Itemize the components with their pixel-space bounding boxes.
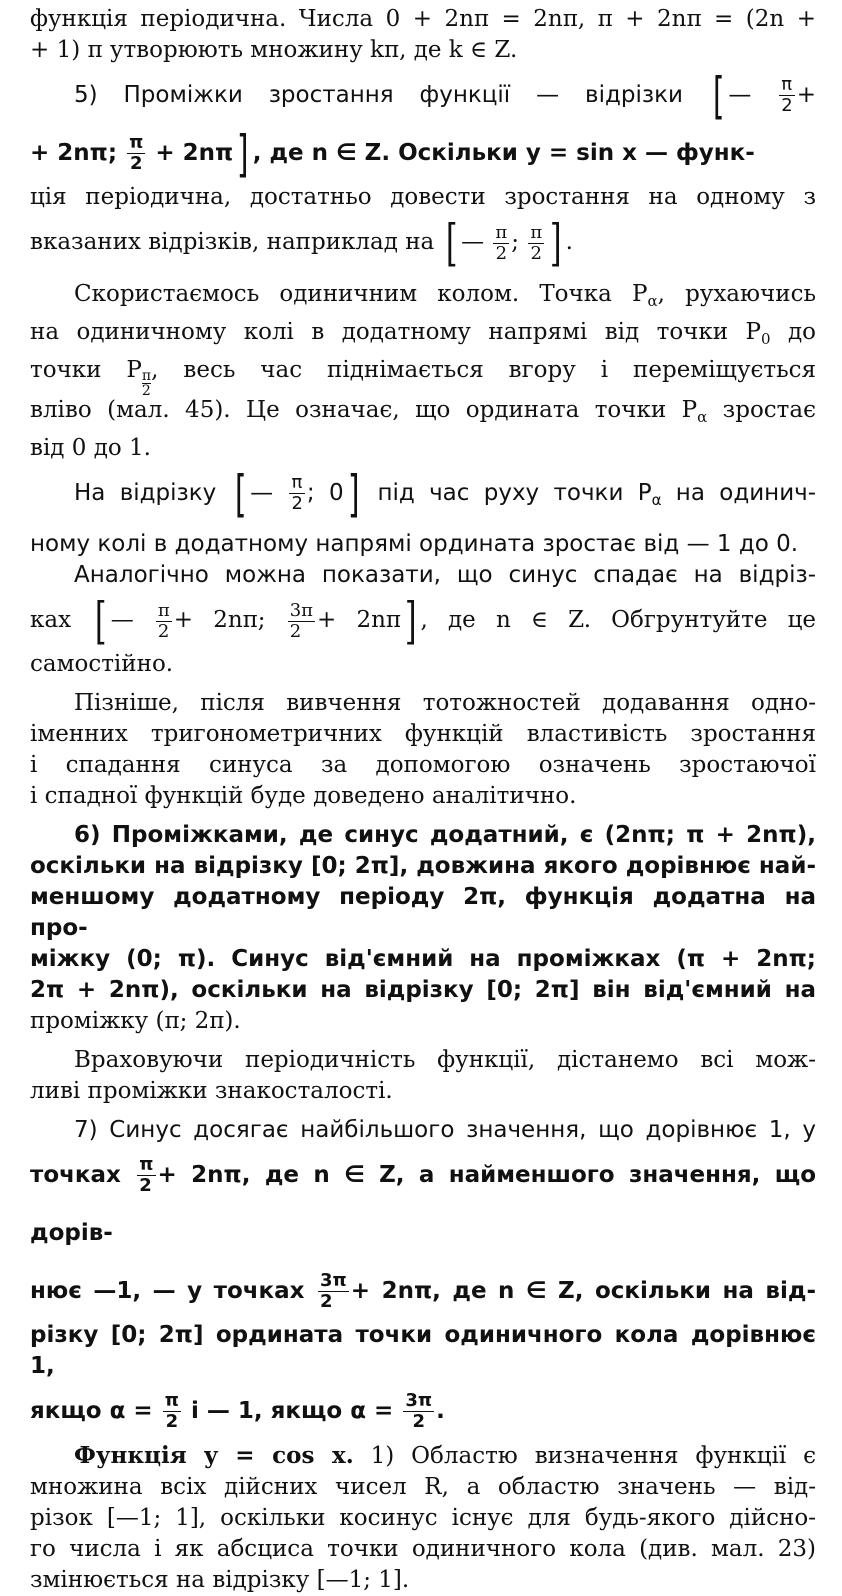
inline-text: якщо α =: [30, 1398, 153, 1424]
text-line: від 0 до 1.: [30, 435, 151, 461]
text-line: ному колі в додатному напрямі ордината зростає від — 1 до 0.: [30, 531, 799, 557]
bracket: [: [445, 214, 458, 271]
inline-text: нює —1, — у точках: [30, 1278, 305, 1304]
denominator: 2: [291, 493, 303, 514]
text-line: [30, 317, 816, 355]
subscript: 0: [761, 330, 771, 348]
fraction: [137, 1155, 155, 1196]
inline-text: + 2nπ;: [30, 140, 118, 166]
inline-text: .: [436, 1398, 445, 1424]
bracket: [: [712, 66, 725, 124]
numerator: 3π: [405, 1390, 433, 1411]
minus-sign: —: [461, 229, 485, 255]
inline-text: точках: [30, 1162, 121, 1188]
inline-text: На відрізку: [74, 480, 217, 506]
text-line: 6) Проміжками, де синус додатний, є (2nπ; π + 2nπ),: [74, 822, 816, 848]
denominator: 2: [139, 1175, 152, 1196]
inline-text: , де n ∈ Z. Обгрунтуйте це: [420, 607, 816, 633]
fraction: [156, 601, 172, 642]
bracket: ]: [237, 124, 249, 182]
text-line: 2π + 2nπ), оскільки на відрізку [0; 2π] він від'ємний на: [30, 977, 816, 1003]
text-line: проміжку (π; 2π).: [30, 1008, 241, 1034]
inline-text: + 2nπ, де n ∈ Z, оскільки на від-: [350, 1278, 816, 1304]
numerator: π: [157, 599, 170, 621]
text-line: 7) Синус досягає найбільшого значення, що дорівнює 1, у: [74, 1117, 816, 1143]
denominator: 2: [412, 1411, 425, 1432]
minus-sign: —: [728, 82, 752, 108]
inline-text: , весь час піднімається вгору і переміщується: [151, 357, 816, 383]
fraction: [528, 223, 544, 264]
inline-text: ; 0: [306, 480, 344, 506]
text-line: [30, 591, 816, 649]
numerator: π: [289, 473, 304, 494]
text-line: [30, 464, 816, 529]
text-line: [30, 1440, 816, 1472]
inline-text: , де n ∈ Z. Оскільки y = sin x — функ-: [252, 140, 755, 166]
text-line: самостійно.: [30, 651, 174, 677]
denominator: 2: [320, 1291, 333, 1312]
text-line: [30, 1382, 816, 1440]
denominator: 2: [129, 153, 143, 174]
inline-text: точки P: [30, 357, 142, 383]
numerator: π: [129, 132, 144, 153]
text-line: [30, 395, 816, 433]
text-line: міжку (0; π). Синус від'ємний на проміжках (π + 2nπ;: [30, 946, 816, 972]
text-line: оскільки на відрізку [0; 2π], довжина якого дорівнює най-: [30, 853, 816, 879]
inline-text: 5) Проміжки зростання функції — відрізки: [74, 82, 683, 108]
text-line: + 1) π утворюють множину kπ, де k ∈ Z.: [30, 37, 518, 63]
fraction: [163, 1391, 181, 1432]
inline-text: вліво (мал. 45). Це означає, що ордината точки P: [30, 397, 698, 423]
inline-text: ках: [30, 607, 72, 633]
numerator: π: [779, 75, 794, 96]
fraction: [288, 601, 315, 642]
inline-text: + 2nπ: [317, 607, 402, 633]
subscript: α: [651, 491, 662, 509]
bracket: ]: [404, 592, 417, 649]
subscript: α: [647, 292, 658, 310]
fraction: [127, 133, 145, 174]
text-line: і спадання синуса за допомогою означень зростаючої: [30, 752, 816, 778]
numerator: π: [495, 221, 508, 243]
text-line: різок [—1; 1], оскільки косинус існує для будь-якого дійсно-: [30, 1505, 816, 1531]
inline-text: , рухаючись: [657, 281, 816, 307]
text-line: і спадної функцій буде доведено аналітично.: [30, 783, 577, 809]
text-line: функція періодична. Числа 0 + 2nπ = 2nπ, π + 2nπ = (2n +: [30, 6, 816, 32]
fraction: [493, 223, 509, 264]
text-line: [30, 1262, 816, 1320]
text-line: змінюється на відрізку [—1; 1].: [30, 1567, 410, 1593]
numerator: π: [139, 1154, 154, 1175]
inline-text: і — 1, якщо α =: [190, 1398, 394, 1424]
text-line: Враховуючи періодичність функції, дістанемо всі мож-: [74, 1047, 816, 1073]
bracket: ]: [550, 214, 562, 271]
inline-text: + 2nπ: [155, 140, 234, 166]
inline-text: під час руху точки P: [377, 480, 652, 506]
subscript-fraction: [142, 369, 151, 395]
inline-text: на одинич-: [675, 480, 816, 506]
text-line: Пізніше, після вивчення тотожностей додавання одно-: [74, 690, 816, 716]
text-line: ція періодична, достатньо довести зростання на одному з: [30, 184, 816, 210]
denominator: 2: [530, 242, 542, 264]
denominator: 2: [495, 242, 508, 264]
fraction: [403, 1391, 434, 1432]
fraction: [318, 1271, 349, 1312]
bracket: [: [95, 592, 107, 649]
text-line: [30, 124, 816, 182]
bracket: ]: [347, 464, 360, 523]
denominator: 2: [141, 383, 151, 395]
text-line: ливі проміжки знакосталості.: [30, 1078, 393, 1104]
denominator: 2: [781, 95, 793, 116]
numerator: π: [164, 1390, 179, 1411]
text-line: вказаних відрізків, наприклад на [ — $\frac{\pi}{2}$ ; $\frac{\pi}{2}$ ] .: [30, 214, 573, 271]
text-line: [30, 1146, 816, 1262]
text-line: го числа і як абсциса точки одиничного кола (див. мал. 23): [30, 1536, 816, 1562]
inline-text: 1) Областю визначення функції є: [370, 1443, 816, 1469]
inline-text: зростає: [722, 397, 816, 423]
denominator: 2: [165, 1411, 179, 1432]
text-line: [30, 279, 816, 317]
text-line: Аналогічно можна показати, що синус спадає на відріз-: [74, 562, 816, 588]
numerator: π: [141, 368, 152, 384]
numerator: 3π: [320, 1270, 347, 1291]
inline-text: на одиничному колі в додатному напрямі від точки P: [30, 319, 761, 345]
bracket: [: [234, 464, 247, 523]
denominator: 2: [157, 620, 170, 642]
text-line: різку [0; 2π] ордината точки одиничного кола дорівнює 1,: [30, 1322, 816, 1379]
minus-sign: —: [250, 480, 274, 506]
numerator: π: [530, 221, 543, 243]
text-line: [30, 355, 816, 395]
text-line: іменних тригонометричних функцій властивість зростання: [30, 721, 816, 747]
fraction: [779, 75, 794, 116]
inline-text: Скористаємось одиничним колом. Точка P: [74, 281, 648, 307]
subscript: α: [697, 408, 708, 426]
text-line: 5) Проміжки зростання функції — відрізки [ — $\frac{\pi}{2}$ +: [74, 66, 816, 124]
section-heading: Функція y = cos x.: [74, 1442, 354, 1469]
inline-text: + 2nπ, де n ∈ Z, а найменшого значення, що дорів-: [30, 1162, 816, 1246]
inline-text: до: [788, 319, 816, 345]
fraction: [289, 473, 304, 514]
denominator: 2: [289, 620, 302, 642]
minus-sign: —: [110, 607, 134, 633]
text-line: меншому додатному періоду 2π, функція додатна на про-: [30, 884, 816, 941]
numerator: 3π: [289, 599, 313, 621]
text-line: множина всіх дійсних чисел R, а областю значень — від-: [30, 1474, 816, 1500]
inline-text: вказаних відрізків, наприклад на: [30, 229, 435, 255]
inline-text: + 2nπ;: [173, 607, 266, 633]
